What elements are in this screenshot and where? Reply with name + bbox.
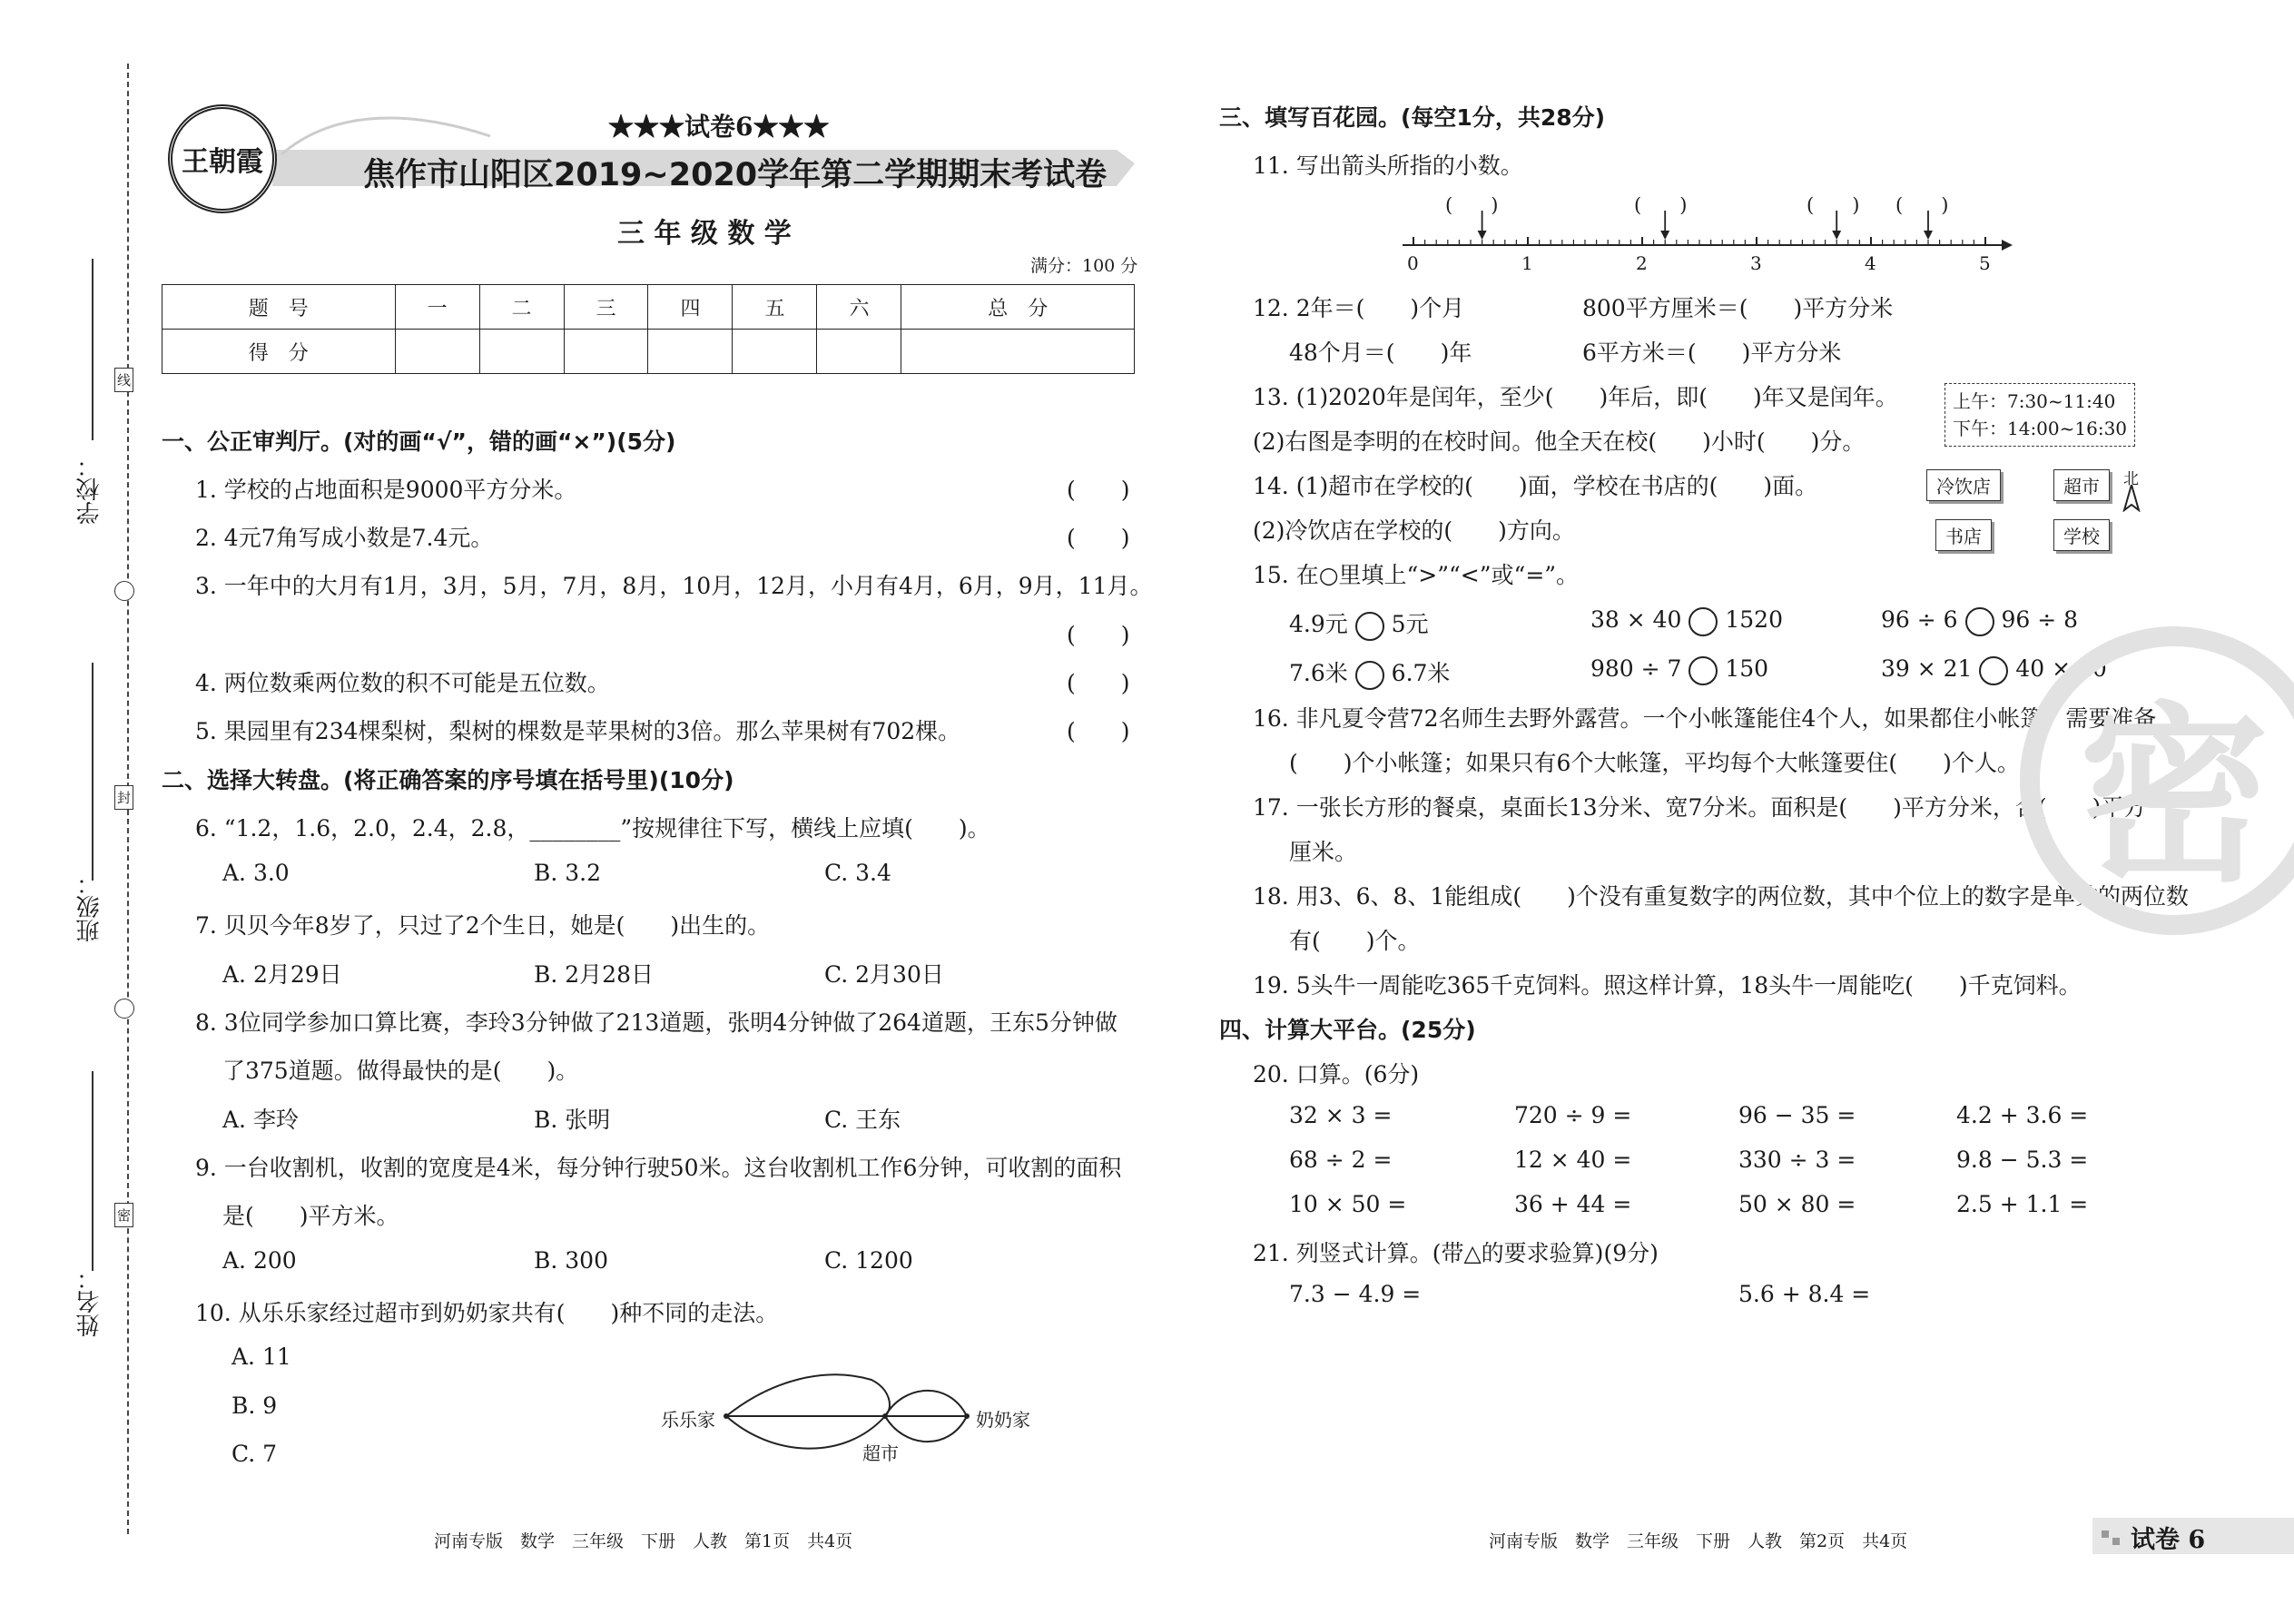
compare-right: 96 ÷ 8: [2001, 606, 2079, 633]
oral-calc: 330 ÷ 3 =: [1738, 1147, 1856, 1173]
tick-label: 1: [1521, 252, 1533, 274]
score-input-cell[interactable]: [479, 330, 564, 374]
table-cell: 四: [648, 285, 733, 330]
section-heading: 三、填写百花园。(每空1分，共28分): [1219, 104, 1606, 131]
question-6: 6. “1.2，1.6，2.0，2.4，2.8，________”按规律往下写，横线上应填( )。: [195, 815, 990, 842]
compare-right: 150: [1725, 655, 1769, 682]
table-cell: 一: [395, 285, 479, 330]
option-b[interactable]: B. 3.2: [534, 860, 602, 886]
question-12b: 800平方厘米＝( )平方分米: [1582, 295, 1894, 321]
answer-paren[interactable]: ( ): [1067, 525, 1130, 551]
name-label: 姓名：: [76, 1266, 103, 1337]
school-label: 学校：: [76, 454, 103, 525]
score-table: [162, 284, 1135, 374]
north-arrow-icon: [2122, 485, 2141, 512]
compare-right: 1520: [1725, 606, 1783, 633]
tick-label: 2: [1636, 252, 1648, 274]
written-calc: 7.3 − 4.9 =: [1289, 1281, 1422, 1307]
score-table-header-row: [162, 285, 1135, 330]
exam-title: 焦作市山阳区2019~2020学年第二学期期末考试卷: [363, 157, 1108, 193]
numberline-blank[interactable]: ( ): [1895, 194, 1949, 216]
logo-text: 王朝霞: [182, 146, 263, 178]
oral-calc: 96 − 35 =: [1738, 1102, 1856, 1128]
option-a[interactable]: A. 11: [231, 1343, 291, 1370]
oral-calc: 68 ÷ 2 =: [1289, 1147, 1393, 1173]
score-input-cell[interactable]: [817, 330, 901, 374]
oral-calc: 12 × 40 =: [1514, 1147, 1632, 1173]
question-12a: 12. 2年＝( )个月: [1253, 295, 1465, 321]
footer-badge: [2092, 1518, 2294, 1554]
numberline-blank[interactable]: ( ): [1634, 194, 1688, 216]
compare-circle[interactable]: [1355, 612, 1384, 641]
compare-circle[interactable]: [1355, 661, 1384, 690]
compare-circle[interactable]: [1689, 656, 1718, 685]
question-16-cont: ( )个小帐篷；如果只有6个大帐篷，平均每个大帐篷要住( )个人。: [1289, 750, 2020, 776]
oral-calc: 36 + 44 =: [1514, 1191, 1632, 1217]
question-8: 8. 3位同学参加口算比赛，李玲3分钟做了213道题，张明4分钟做了264道题，王东5分钟做: [195, 1009, 1117, 1036]
question-17-cont: 厘米。: [1289, 839, 1358, 865]
score-input-cell[interactable]: [564, 330, 648, 374]
map-cold-drink-shop: 冷饮店: [1926, 469, 2001, 501]
question-9: 9. 一台收割机，收割的宽度是4米，每分钟行驶50米。这台收割机工作6分钟，可收割的面积: [195, 1155, 1122, 1181]
table-cell: 三: [564, 285, 648, 330]
watermark-text: 密: [2078, 685, 2269, 908]
option-c[interactable]: C. 2月30日: [824, 961, 944, 988]
option-a[interactable]: A. 3.0: [222, 860, 290, 886]
compare-right: 5元: [1391, 611, 1429, 637]
schedule-afternoon: 下午：14:00~16:30: [1953, 418, 2128, 439]
question-9-cont: 是( )平方米。: [222, 1203, 399, 1229]
map-bookstore: 书店: [1935, 519, 1992, 551]
pointer-arrowhead-icon: [1478, 231, 1487, 240]
question-4: 4. 两位数乘两位数的积不可能是五位数。: [195, 670, 610, 696]
question-19: 19. 5头牛一周能吃365千克饲料。照这样计算，18头牛一周能吃( )千克饲料。: [1253, 972, 2082, 999]
tick-label: 4: [1865, 252, 1876, 274]
table-cell: 二: [479, 285, 564, 330]
question-3: 3. 一年中的大月有1月，3月，5月，7月，8月，10月，12月，小月有4月，6月，9月，11月。: [195, 573, 1153, 599]
oral-calc: 32 × 3 =: [1289, 1102, 1393, 1128]
number-line-arrowhead-icon: [2002, 240, 2013, 251]
option-c[interactable]: C. 3.4: [824, 860, 891, 886]
answer-paren[interactable]: ( ): [1067, 718, 1130, 744]
compare-right: 6.7米: [1391, 660, 1451, 686]
class-label: 班级：: [76, 871, 103, 942]
table-cell: 五: [733, 285, 817, 330]
option-c[interactable]: C. 7: [231, 1441, 278, 1467]
question-2: 2. 4元7角写成小数是7.4元。: [195, 525, 494, 551]
schedule-morning: 上午：7:30~11:40: [1953, 390, 2116, 412]
answer-paren[interactable]: ( ): [1067, 477, 1130, 503]
footer-badge-text: 试卷 6: [2131, 1526, 2206, 1554]
binding-hole-icon: [114, 999, 134, 1019]
oral-calc: 10 × 50 =: [1289, 1191, 1407, 1217]
oral-calc: 720 ÷ 9 =: [1514, 1102, 1632, 1128]
pointer-arrowhead-icon: [1832, 231, 1841, 240]
compare-right: 40 × 20: [2015, 655, 2107, 682]
question-14-1: 14. (1)超市在学校的( )面，学校在书店的( )面。: [1253, 473, 1818, 499]
tick-label: 0: [1407, 252, 1419, 274]
paper-tag: ★★★试卷6★★★: [608, 112, 830, 142]
option-a[interactable]: A. 2月29日: [222, 961, 342, 988]
option-b[interactable]: B. 9: [231, 1393, 278, 1419]
oral-calc: 9.8 − 5.3 =: [1956, 1147, 2089, 1173]
table-cell: 题 号: [162, 285, 396, 330]
seal-mark-3: 密: [114, 1203, 133, 1227]
numberline-blank[interactable]: ( ): [1807, 194, 1860, 216]
score-input-cell[interactable]: [901, 330, 1135, 374]
question-10: 10. 从乐乐家经过超市到奶奶家共有( )种不同的走法。: [195, 1300, 779, 1326]
footer-left: 河南专版 数学 三年级 下册 人教 第1页 共4页: [434, 1531, 853, 1551]
option-c[interactable]: C. 1200: [824, 1247, 913, 1274]
section-heading: 四、计算大平台。(25分): [1219, 1017, 1476, 1043]
tick-label: 5: [1979, 252, 1991, 274]
map-supermarket: 超市: [2053, 469, 2110, 501]
question-18-cont: 有( )个。: [1289, 928, 1421, 954]
route-label-home: 乐乐家: [661, 1409, 715, 1431]
compare-left: 39 × 21: [1881, 655, 1973, 682]
section-heading: 二、选择大转盘。(将正确答案的序号填在括号里)(10分): [162, 767, 734, 793]
question-15: 15. 在○里填上“>”“<”或“=”。: [1253, 562, 1580, 588]
oral-calc: 4.2 + 3.6 =: [1956, 1102, 2089, 1128]
binding-hole-icon: [114, 581, 134, 601]
question-13-2: (2)右图是李明的在校时间。他全天在校( )小时( )分。: [1253, 428, 1866, 455]
route-diagram: [717, 1371, 980, 1471]
compare-item: [1289, 655, 1450, 690]
option-c[interactable]: C. 王东: [824, 1107, 901, 1133]
compare-item: [1590, 606, 1783, 636]
table-cell: 得 分: [162, 330, 396, 374]
question-12d: 6平方米＝( )平方分米: [1582, 340, 1842, 366]
class-underline: [92, 663, 94, 881]
question-5: 5. 果园里有234棵梨树，梨树的棵数是苹果树的3倍。那么苹果树有702棵。: [195, 718, 961, 744]
badge-square-icon: [2102, 1530, 2109, 1538]
option-b[interactable]: B. 张明: [534, 1107, 611, 1133]
compare-item: [1881, 606, 2078, 636]
option-a[interactable]: A. 李玲: [222, 1107, 299, 1133]
route-label-supermarket: 超市: [862, 1442, 899, 1464]
footer-right: 河南专版 数学 三年级 下册 人教 第2页 共4页: [1489, 1531, 1908, 1551]
schedule-box: [1944, 383, 2135, 447]
question-12c: 48个月＝( )年: [1289, 340, 1472, 366]
compare-left: 38 × 40: [1590, 606, 1682, 633]
answer-paren[interactable]: ( ): [1067, 670, 1130, 696]
full-score: 满分：100 分: [1030, 256, 1138, 276]
oral-calc: 2.5 + 1.1 =: [1956, 1191, 2089, 1217]
school-underline: [92, 259, 94, 440]
option-a[interactable]: A. 200: [222, 1247, 297, 1274]
north-label: 北: [2123, 470, 2139, 488]
question-7: 7. 贝贝今年8岁了，只过了2个生日，她是( )出生的。: [195, 912, 771, 939]
question-8-cont: 了375道题。做得最快的是( )。: [222, 1058, 579, 1084]
question-14-2: (2)冷饮店在学校的( )方向。: [1253, 517, 1575, 544]
compare-item: [1289, 606, 1429, 641]
compare-left: 7.6米: [1289, 660, 1348, 686]
seal-mark-1: 线: [114, 368, 133, 392]
route-label-grandma: 奶奶家: [976, 1409, 1030, 1431]
question-17: 17. 一张长方形的餐桌，桌面长13分米、宽7分米。面积是( )平方分米，合( )平方: [1253, 794, 2147, 821]
question-11: 11. 写出箭头所指的小数。: [1253, 153, 1523, 179]
score-input-cell[interactable]: [648, 330, 733, 374]
option-b[interactable]: B. 2月28日: [534, 961, 654, 988]
oral-calc: 50 × 80 =: [1738, 1191, 1856, 1217]
seal-mark-2: 封: [114, 785, 133, 810]
compare-item: [1590, 655, 1768, 685]
numberline-blank[interactable]: ( ): [1445, 194, 1499, 216]
table-cell: 六: [817, 285, 901, 330]
table-cell: 总 分: [901, 285, 1135, 330]
name-underline: [92, 1071, 94, 1271]
compare-left: 96 ÷ 6: [1881, 606, 1958, 633]
compare-circle[interactable]: [1979, 656, 2008, 685]
question-20: 20. 口算。(6分): [1253, 1061, 1420, 1088]
compare-left: 4.9元: [1289, 611, 1348, 637]
exam-subtitle: 三 年 级 数 学: [617, 218, 792, 250]
pointer-arrowhead-icon: [1660, 231, 1669, 240]
compare-left: 980 ÷ 7: [1590, 655, 1682, 682]
badge-square-icon: [2112, 1538, 2120, 1545]
section-heading: 一、公正审判厅。(对的画“√”，错的画“×”)(5分): [162, 428, 676, 455]
question-1: 1. 学校的占地面积是9000平方分米。: [195, 477, 577, 503]
question-16: 16. 非凡夏令营72名师生去野外露营。一个小帐篷能住4个人，如果都住小帐篷，需要准备: [1253, 705, 2157, 732]
written-calc: 5.6 + 8.4 =: [1738, 1281, 1871, 1307]
score-input-cell[interactable]: [395, 330, 479, 374]
question-18: 18. 用3、6、8、1能组成( )个没有重复数字的两位数，其中个位上的数字是单数的两位数: [1253, 883, 2189, 910]
question-21: 21. 列竖式计算。(带△的要求验算)(9分): [1253, 1240, 1659, 1266]
map-school: 学校: [2053, 519, 2110, 551]
answer-paren[interactable]: ( ): [1067, 622, 1130, 648]
option-b[interactable]: B. 300: [534, 1247, 608, 1274]
compare-circle[interactable]: [1689, 607, 1718, 636]
pointer-arrowhead-icon: [1924, 231, 1933, 240]
question-13-1: 13. (1)2020年是闰年，至少( )年后，即( )年又是闰年。: [1253, 384, 1898, 410]
compare-circle[interactable]: [1965, 607, 1994, 636]
logo-seal-icon: [168, 104, 277, 213]
tick-label: 3: [1750, 252, 1762, 274]
score-input-cell[interactable]: [733, 330, 817, 374]
score-table-score-row: [162, 330, 1135, 374]
